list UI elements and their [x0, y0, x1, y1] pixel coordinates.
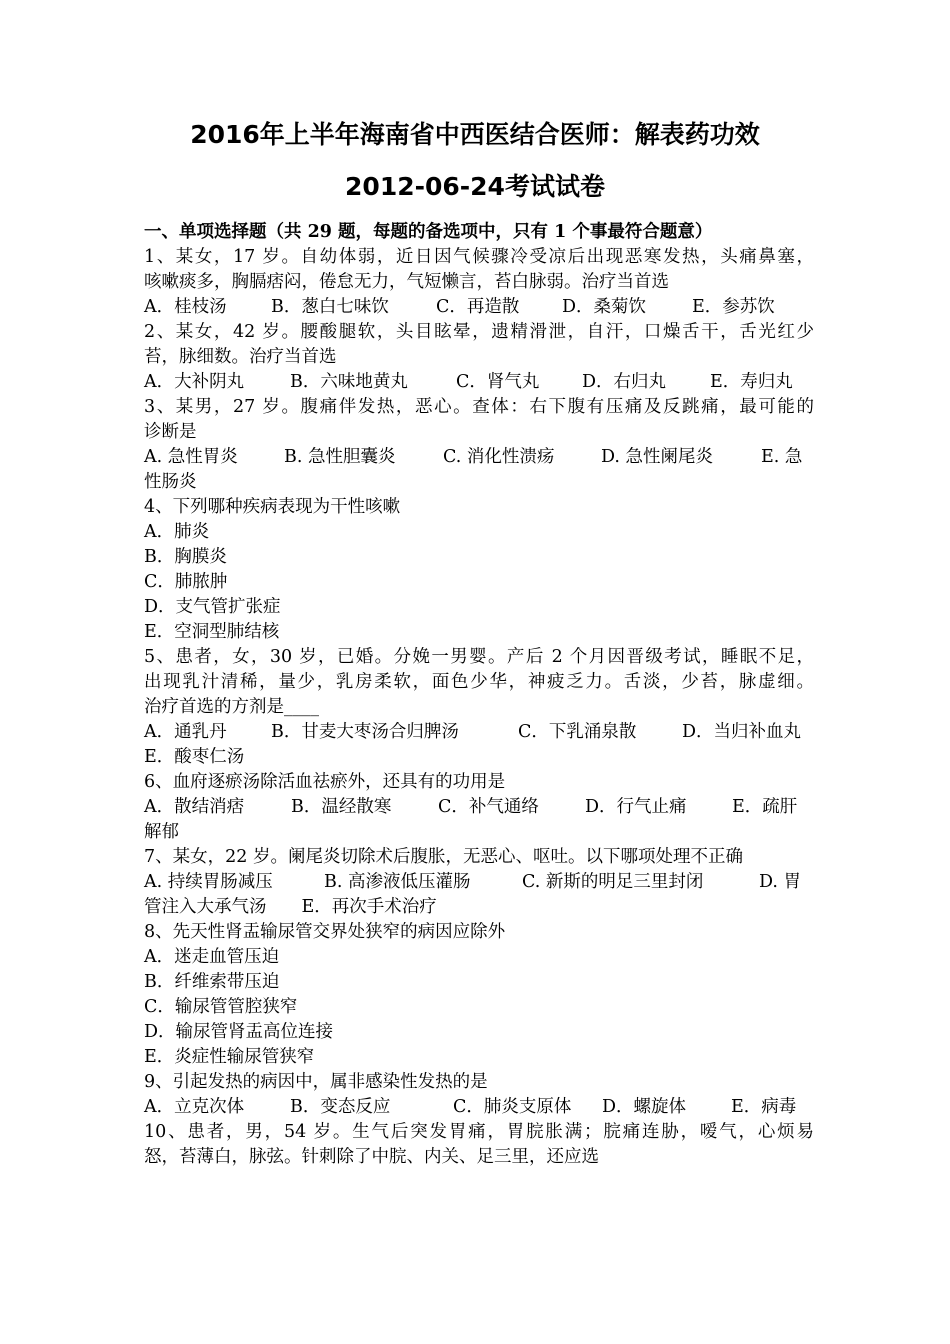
option-d: D．螺旋体	[602, 1097, 687, 1117]
question-6-stem: 6、血府逐瘀汤除活血祛瘀外，还具有的功用是	[144, 772, 506, 792]
question-5-stem-line3: 治疗首选的方剂是____	[144, 697, 319, 717]
question-4-option-d: D．支气管扩张症	[144, 597, 281, 617]
question-6-options-continued: 解郁	[144, 822, 179, 842]
option-e: E．病毒	[731, 1097, 797, 1117]
question-10-stem-line2: 怒，苔薄白，脉弦。针刺除了中脘、内关、足三里，还应选	[144, 1147, 599, 1167]
option-e: E. 急	[761, 447, 803, 467]
question-8-stem: 8、先天性肾盂输尿管交界处狭窄的病因应除外	[144, 922, 506, 942]
option-a: A．大补阴丸	[144, 372, 245, 392]
option-d: D．行气止痛	[585, 797, 687, 817]
question-9-stem: 9、引起发热的病因中，属非感染性发热的是	[144, 1072, 488, 1092]
question-2-stem-line2: 苔，脉细数。治疗当首选	[144, 347, 337, 367]
option-c: C．再造散	[436, 297, 520, 317]
option-b: B. 高渗液低压灌肠	[324, 872, 471, 892]
question-4-option-c: C．肺脓肿	[144, 572, 228, 592]
option-b: B．六味地黄丸	[290, 372, 408, 392]
option-a: A．散结消痞	[144, 797, 245, 817]
document-title-line1: 2016年上半年海南省中西医结合医师：解表药功效	[190, 120, 760, 149]
option-b: B．葱白七味饮	[271, 297, 389, 317]
option-b: B. 急性胆囊炎	[284, 447, 396, 467]
option-a: A. 持续胃肠减压	[144, 872, 273, 892]
question-3-stem-line1: 3、某男，27 岁。腹痛伴发热，恶心。查体：右下腹有压痛及反跳痛，最可能的	[144, 397, 814, 417]
question-7-stem: 7、某女，22 岁。阑尾炎切除术后腹胀，无恶心、呕吐。以下哪项处理不正确	[144, 847, 743, 867]
question-8-option-c: C．输尿管管腔狭窄	[144, 997, 298, 1017]
question-1-stem-line2: 咳嗽痰多，胸膈痞闷，倦怠无力，气短懒言，苔白脉弱。治疗当首选	[144, 272, 669, 292]
question-4-option-a: A．肺炎	[144, 522, 210, 542]
question-7-options	[144, 870, 814, 895]
question-6-options	[144, 795, 814, 820]
question-5-stem-line2: 出现乳汁清稀，量少，乳房柔软，面色少华，神疲乏力。舌淡，少苔，脉虚细。	[144, 672, 814, 692]
question-8-option-d: D．输尿管肾盂高位连接	[144, 1022, 334, 1042]
question-10-stem-line1: 10、患者，男，54 岁。生气后突发胃痛，胃脘胀满；脘痛连胁，嗳气，心烦易	[144, 1122, 814, 1142]
question-8-option-e: E．炎症性输尿管狭窄	[144, 1047, 315, 1067]
question-2-stem-line1: 2、某女，42 岁。腰酸腿软，头目眩晕，遗精滑泄，自汗，口燥舌干，舌光红少	[144, 322, 814, 342]
option-d: D. 急性阑尾炎	[601, 447, 714, 467]
question-5-option-e: E．酸枣仁汤	[144, 747, 245, 767]
question-8-option-b: B．纤维索带压迫	[144, 972, 280, 992]
option-d: D．桑菊饮	[562, 297, 647, 317]
option-e: E．参苏饮	[692, 297, 775, 317]
option-e: E．寿归丸	[710, 372, 793, 392]
option-b: B．温经散寒	[291, 797, 392, 817]
question-9-options	[144, 1095, 814, 1120]
option-c: C．下乳涌泉散	[518, 722, 637, 742]
option-c: C. 消化性溃疡	[443, 447, 555, 467]
option-d: D. 胃	[759, 872, 802, 892]
option-b: B．变态反应	[290, 1097, 391, 1117]
section-heading: 一、单项选择题（共 29 题，每题的备选项中，只有 1 个事最符合题意）	[144, 222, 713, 242]
document-body	[144, 220, 814, 1170]
option-d: D．右归丸	[582, 372, 667, 392]
question-5-options	[144, 720, 814, 745]
question-5-stem-line1: 5、患者，女，30 岁，已婚。分娩一男婴。产后 2 个月因晋级考试，睡眠不足，	[144, 647, 814, 667]
document-title-line2: 2012-06-24考试试卷	[345, 172, 605, 201]
option-c: C．肺炎支原体	[453, 1097, 572, 1117]
option-c: C．补气通络	[438, 797, 539, 817]
option-a: A．立克次体	[144, 1097, 245, 1117]
question-1-stem-line1: 1、某女，17 岁。自幼体弱，近日因气候骤冷受凉后出现恶寒发热，头痛鼻塞，	[144, 247, 814, 267]
question-3-options-continued: 性肠炎	[144, 472, 197, 492]
option-e: E．疏肝	[732, 797, 798, 817]
option-b: B．甘麦大枣汤合归脾汤	[271, 722, 459, 742]
option-c: C. 新斯的明足三里封闭	[522, 872, 704, 892]
question-7-options-continued: 管注入大承气汤 E．再次手术治疗	[144, 897, 437, 917]
option-d: D．当归补血丸	[682, 722, 802, 742]
option-c: C．肾气丸	[456, 372, 540, 392]
question-4-option-b: B．胸膜炎	[144, 547, 227, 567]
question-3-options	[144, 445, 814, 470]
option-a: A．桂枝汤	[144, 297, 227, 317]
question-4-stem: 4、下列哪种疾病表现为干性咳嗽	[144, 497, 401, 517]
question-2-options	[144, 370, 814, 395]
question-3-stem-line2: 诊断是	[144, 422, 197, 442]
option-a: A. 急性胃炎	[144, 447, 238, 467]
question-1-options	[144, 295, 814, 320]
question-4-option-e: E．空洞型肺结核	[144, 622, 280, 642]
option-a: A．通乳丹	[144, 722, 227, 742]
question-8-option-a: A．迷走血管压迫	[144, 947, 280, 967]
